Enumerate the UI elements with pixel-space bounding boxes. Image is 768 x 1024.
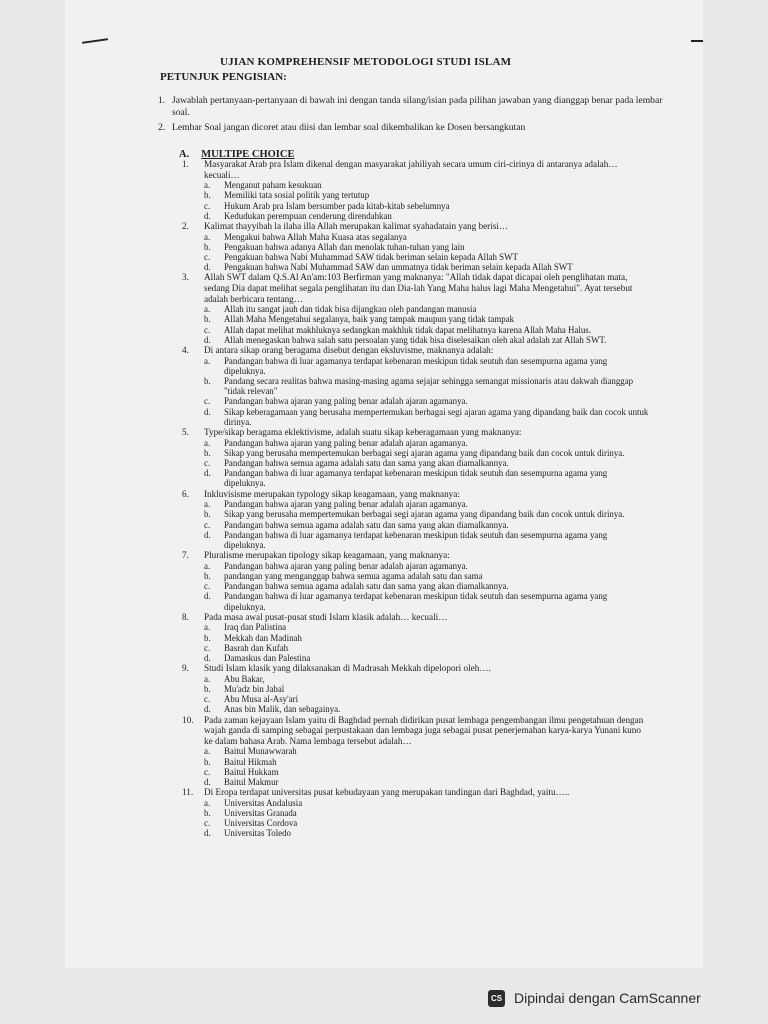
option-text: Pandangan bahwa ajaran yang paling benar adalah ajaran agamanya. — [224, 499, 468, 510]
option-letter: a. — [204, 355, 211, 366]
option-text: Basrah dan Kufah — [224, 642, 289, 653]
option-text: Pandangan bahwa semua agama adalah satu dan sama yang akan diamalkannya. — [224, 519, 509, 530]
option-list — [180, 356, 650, 427]
option-letter: b. — [204, 314, 211, 325]
camscanner-caption: Dipindai dengan CamScanner — [514, 990, 701, 1006]
answer-option[interactable] — [180, 448, 650, 458]
question-item — [180, 427, 650, 489]
answer-option[interactable] — [180, 808, 650, 818]
option-letter: b. — [204, 684, 211, 695]
question-number: 4. — [182, 345, 189, 355]
option-text: Allah menegaskan bahwa salah satu persoalan yang tidak bisa diselesaikan oleh akal adalah zat Allah SWT. — [224, 334, 607, 345]
option-text: Universitas Andalusia — [224, 797, 303, 808]
option-letter: a. — [204, 622, 211, 633]
answer-option[interactable] — [180, 232, 650, 242]
question-number: 11. — [182, 787, 194, 798]
option-letter: b. — [204, 808, 211, 819]
option-letter: c. — [204, 200, 211, 211]
question-number: 5. — [182, 427, 189, 438]
option-list — [180, 798, 650, 839]
option-letter: b. — [204, 571, 211, 582]
option-text: Anas bin Malik, dan sebagainya. — [224, 704, 341, 715]
option-text: Pengakuan bahwa adanya Allah dan menolak tuhan-tuhan yang lain — [224, 241, 465, 252]
option-text: Pandang secara realitas bahwa masing-masing agama sejajar sehingga semangat missionaris atau dakwah dianggap "tidak relevan" — [224, 376, 634, 397]
answer-option[interactable] — [180, 767, 650, 777]
option-text: Pandangan bahwa ajaran yang paling benar adalah ajaran agamanya. — [224, 396, 468, 407]
option-letter: b. — [204, 241, 211, 252]
answer-option[interactable] — [180, 571, 650, 581]
answer-option[interactable] — [180, 828, 650, 838]
camscanner-logo-icon: CS — [488, 990, 505, 1007]
option-list — [180, 674, 650, 715]
option-letter: a. — [204, 560, 211, 571]
option-text: Pandangan bahwa ajaran yang paling benar adalah ajaran agamanya. — [224, 560, 468, 571]
question-row — [180, 550, 650, 561]
question-text: Kalimat thayyibah la ilaha illa Allah merupakan kalimat syahadatain yang berisi… — [204, 221, 509, 231]
option-text: Pandangan bahwa di luar agamanya terdapat kebenaran meskipun tidak seutuh dan sesempurna agama yang dipeluknya. — [224, 355, 608, 376]
option-letter: c. — [204, 519, 211, 530]
question-row — [180, 221, 650, 232]
option-letter: d. — [204, 262, 211, 273]
answer-option[interactable] — [180, 643, 650, 653]
option-list — [180, 304, 650, 345]
section-label: MULTIPE CHOICE — [201, 149, 295, 160]
option-letter: c. — [204, 766, 211, 777]
instruction-item — [158, 122, 663, 134]
option-letter: c. — [204, 581, 211, 592]
answer-option[interactable] — [180, 704, 650, 714]
option-letter: d. — [204, 704, 211, 715]
option-letter: b. — [204, 509, 211, 520]
option-letter: d. — [204, 468, 211, 479]
question-row — [180, 663, 650, 674]
answer-option[interactable] — [180, 622, 650, 632]
option-text: Menganut paham kesukuan — [224, 180, 322, 191]
answer-option[interactable] — [180, 304, 650, 314]
question-text: Pada zaman kejayaan Islam yaitu di Baghdad pernah didirikan pusat lembaga pengembangan ilmu pengetahuan dengan wajah ganda di samping sebagai perpustakaan dan lembaga juga sebagai pusat penerjemahan karya-karya Yunani kuno ke dalam bahasa Arab. Nama lembaga tersebut adalah… — [204, 714, 644, 746]
option-letter: a. — [204, 673, 211, 684]
option-text: Sikap keberagamaan yang berusaha mempertemukan berbagai segi ajaran agama yang dipandang baik dan cocok untuk dirinya. — [224, 406, 649, 427]
option-letter: d. — [204, 334, 211, 345]
question-item — [180, 489, 650, 551]
answer-option[interactable] — [180, 335, 650, 345]
option-text: Pengakuan bahwa Nabi Muhammad SAW tidak beriman selain kepada Allah SWT — [224, 252, 518, 262]
option-letter: c. — [204, 642, 211, 653]
question-item — [180, 612, 650, 663]
option-letter: a. — [204, 231, 211, 242]
camscanner-footer — [488, 988, 701, 1008]
option-text: Abu Musa al-Asy'ari — [224, 694, 299, 705]
answer-option[interactable] — [180, 684, 650, 694]
instruction-item — [158, 95, 663, 118]
question-row — [180, 272, 650, 304]
answer-option[interactable] — [180, 396, 650, 406]
answer-option[interactable] — [180, 633, 650, 643]
option-text: Abu Bakar, — [224, 673, 265, 684]
option-letter: d. — [204, 828, 211, 839]
question-number: 1. — [182, 159, 189, 169]
option-text: Pandangan bahwa di luar agamanya terdapat kebenaran meskipun tidak seutuh dan sesempurna agama yang dipeluknya. — [224, 468, 608, 489]
question-text: Inkluvisisme merupakan typology sikap keagamaan, yang maknanya: — [204, 488, 460, 499]
question-item — [180, 787, 650, 838]
answer-option[interactable] — [180, 520, 650, 530]
question-row — [180, 612, 650, 623]
exam-title: UJIAN KOMPREHENSIF METODOLOGI STUDI ISLAM — [220, 56, 512, 68]
answer-option[interactable] — [180, 356, 650, 376]
option-letter: d. — [204, 529, 211, 540]
question-number: 8. — [182, 611, 189, 622]
option-letter: a. — [204, 499, 211, 510]
instruction-number: 1. — [158, 95, 166, 106]
option-list — [180, 622, 650, 663]
answer-option[interactable] — [180, 530, 650, 550]
answer-option[interactable] — [180, 190, 650, 200]
question-text: Di Eropa terdapat universitas pusat kebudayaan yang merupakan tandingan dari Baghdad, yaitu….. — [204, 787, 570, 798]
option-text: Memiliki tata sosial politik yang tertutup — [224, 190, 370, 201]
option-text: Universitas Toledo — [224, 828, 291, 839]
option-letter: c. — [204, 396, 211, 407]
question-row — [180, 489, 650, 500]
left-edge-mark — [82, 38, 108, 44]
answer-option[interactable] — [180, 252, 650, 262]
question-number: 2. — [182, 221, 189, 231]
question-item — [180, 663, 650, 714]
option-text: Baitul Makmur — [224, 777, 279, 788]
option-letter: d. — [204, 591, 211, 602]
option-text: Universitas Granada — [224, 808, 297, 819]
option-text: Universitas Cordova — [224, 818, 298, 829]
option-letter: b. — [204, 447, 211, 458]
option-letter: a. — [204, 746, 211, 757]
question-number: 3. — [182, 272, 189, 283]
option-letter: c. — [204, 694, 211, 705]
question-item — [180, 715, 650, 788]
question-row — [180, 715, 650, 747]
answer-option[interactable] — [180, 407, 650, 427]
question-text: Masyarakat Arab pra Islam dikenal dengan masyarakat jahiliyah secara umum ciri-cirinya di antaranya adalah… kecuali… — [204, 159, 618, 180]
option-text: Pandangan bahwa semua agama adalah satu dan sama yang akan diamalkannya. — [224, 458, 509, 469]
answer-option[interactable] — [180, 458, 650, 468]
option-list — [180, 499, 650, 550]
option-text: Mu'adz bin Jabal — [224, 684, 285, 695]
question-text: Allah SWT dalam Q.S.Al An'am:103 Berfirman yang maknanya: "Allah tidak dapat dicapai oleh penglihatan mata, sedang Dia dapat melihat segala penglihatan itu dan Dia-lah Yang Maha halus lagi Maha Mengetahui". Ayat tersebut adalah berbicara tentang… — [204, 272, 633, 304]
question-text: Pada masa awal pusat-pusat studi Islam klasik adalah… kecuali… — [204, 611, 448, 622]
option-letter: d. — [204, 653, 211, 664]
question-text: Type/sikap beragama eklektivisme, adalah suatu sikap keberagamaan yang maknanya: — [204, 427, 522, 438]
option-letter: b. — [204, 376, 211, 386]
instruction-number: 2. — [158, 122, 166, 133]
answer-option[interactable] — [180, 777, 650, 787]
answer-option[interactable] — [180, 694, 650, 704]
option-text: Pandangan bahwa ajaran yang paling benar adalah ajaran agamanya. — [224, 437, 468, 448]
question-item — [180, 272, 650, 345]
option-text: pandangan yang menganggap bahwa semua agama adalah satu dan sama — [224, 571, 483, 582]
answer-option[interactable] — [180, 591, 650, 611]
option-letter: a. — [204, 437, 211, 448]
question-row — [180, 427, 650, 438]
answer-option[interactable] — [180, 581, 650, 591]
option-list — [180, 180, 650, 221]
option-text: Baitul Munawwarah — [224, 746, 297, 757]
question-row — [180, 159, 650, 180]
option-letter: b. — [204, 632, 211, 643]
question-item — [180, 550, 650, 612]
question-number: 7. — [182, 550, 189, 561]
option-text: Baitul Hukkam — [224, 766, 279, 777]
option-text: Pengakuan bahwa Nabi Muhammad SAW dan ummatnya tidak beriman selain kepada Allah SWT — [224, 262, 573, 273]
option-text: Iraq dan Palistina — [224, 622, 287, 633]
option-text: Pandangan bahwa semua agama adalah satu dan sama yang akan diamalkannya. — [224, 581, 509, 592]
answer-option[interactable] — [180, 325, 650, 335]
instruction-text: Jawablah pertanyaan-pertanyaan di bawah ini dengan tanda silang/isian pada pilihan jawaban yang dianggap benar pada lembar soal. — [172, 95, 663, 118]
question-row — [180, 787, 650, 798]
question-list — [180, 159, 650, 839]
option-text: Hukum Arab pra Islam bersumber pada kitab-kitab sebelumnya — [224, 200, 450, 211]
option-text: Mekkah dan Madinah — [224, 632, 302, 643]
option-list — [180, 746, 650, 787]
option-letter: d. — [204, 210, 211, 221]
instructions-heading: PETUNJUK PENGISIAN: — [160, 71, 287, 83]
answer-option[interactable] — [180, 438, 650, 448]
question-item — [180, 345, 650, 427]
option-letter: a. — [204, 304, 211, 315]
option-letter: b. — [204, 190, 211, 201]
answer-option[interactable] — [180, 468, 650, 488]
option-text: Allah dapat melihat makhluknya sedangkan makhluk tidak dapat melihatnya karena Allah Maha Halus. — [224, 324, 591, 335]
right-edge-mark — [691, 40, 703, 42]
option-text: Mengakui bahwa Allah Maha Kuasa atas segalanya — [224, 231, 407, 242]
question-text: Pluralisme merupakan tipology sikap keagamaan, yang maknanya: — [204, 550, 450, 561]
question-item — [180, 159, 650, 221]
answer-option[interactable] — [180, 746, 650, 756]
answer-option[interactable] — [180, 499, 650, 509]
option-letter: c. — [204, 252, 211, 262]
answer-option[interactable] — [180, 818, 650, 828]
option-text: Pandangan bahwa di luar agamanya terdapat kebenaran meskipun tidak seutuh dan sesempurna agama yang dipeluknya. — [224, 529, 608, 551]
question-row — [180, 345, 650, 356]
option-text: Allah itu sangat jauh dan tidak bisa dijangkau oleh pandangan manusia — [224, 304, 477, 315]
option-text: Allah Maha Mengetahui segalanya, baik yang tampak maupun yang tidak tampak — [224, 314, 515, 325]
option-letter: c. — [204, 324, 211, 335]
answer-option[interactable] — [180, 798, 650, 808]
option-list — [180, 438, 650, 489]
option-text: Pandangan bahwa di luar agamanya terdapat kebenaran meskipun tidak seutuh dan sesempurna agama yang dipeluknya. — [224, 591, 608, 612]
option-text: Damaskus dan Palestina — [224, 653, 311, 664]
answer-option[interactable] — [180, 242, 650, 252]
option-list — [180, 561, 650, 612]
answer-option[interactable] — [180, 211, 650, 221]
option-letter: c. — [204, 818, 211, 829]
section-letter: A. — [179, 149, 190, 160]
answer-option[interactable] — [180, 376, 650, 396]
option-list — [180, 232, 650, 273]
answer-option[interactable] — [180, 653, 650, 663]
instruction-text: Lembar Soal jangan dicoret atau diisi dan lembar soal dikembalikan ke Dosen bersangkutan — [172, 122, 526, 133]
answer-option[interactable] — [180, 757, 650, 767]
option-text: Sikap yang berusaha mempertemukan berbagai segi ajaran agama yang dipandang baik dan cocok untuk dirinya. — [224, 509, 625, 520]
question-number: 6. — [182, 488, 189, 499]
answer-option[interactable] — [180, 201, 650, 211]
option-text: Kedudukan perempuan cenderung direndahkan — [224, 210, 392, 221]
answer-option[interactable] — [180, 180, 650, 190]
option-letter: a. — [204, 797, 211, 808]
option-letter: a. — [204, 180, 211, 191]
question-text: Di antara sikap orang beragama disebut dengan eksluvisme, maknanya adalah: — [204, 345, 494, 355]
question-number: 10. — [182, 714, 194, 725]
question-number: 9. — [182, 663, 189, 674]
answer-option[interactable] — [180, 674, 650, 684]
option-letter: b. — [204, 756, 211, 767]
option-text: Baitul Hikmah — [224, 756, 277, 767]
answer-option[interactable] — [180, 509, 650, 519]
question-item — [180, 221, 650, 272]
answer-option[interactable] — [180, 262, 650, 272]
answer-option[interactable] — [180, 561, 650, 571]
option-letter: d. — [204, 406, 211, 417]
answer-option[interactable] — [180, 314, 650, 324]
option-letter: c. — [204, 458, 211, 469]
option-letter: d. — [204, 777, 211, 788]
question-text: Studi Islam klasik yang dilaksanakan di Madrasah Mekkah dipelopori oleh…. — [204, 663, 491, 674]
option-text: Sikap yang berusaha mempertemukan berbagai segi ajaran agama yang dipandang baik dan cocok untuk dirinya. — [224, 447, 625, 458]
